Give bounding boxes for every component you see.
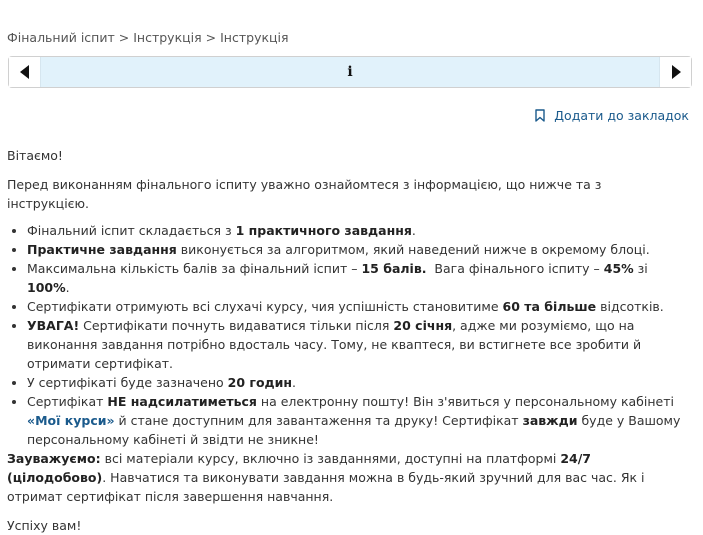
sequence-navigation (8, 56, 692, 88)
next-button[interactable] (660, 57, 691, 87)
list-item: • Практичне завдання виконується за алгоритмом, який наведений нижче в окремому блоці. (27, 240, 687, 259)
list-item: • Максимальна кількість балів за фінальний іспит – 15 балів. Вага фінального іспиту – 45% зі 100%. (27, 259, 687, 297)
rules-list (7, 221, 687, 449)
intro-text: Перед виконанням фінального іспиту уважно ознайомтеся з інформацією, що нижче та з інструкцією. (7, 177, 602, 211)
breadcrumb (7, 30, 289, 45)
bookmark-icon (535, 109, 545, 122)
closing-text: Успіху вам! (7, 518, 82, 533)
list-item: • Сертифікати отримують всі слухачі курсу, чия успішність становитиме 60 та більше відсотків. (27, 297, 687, 316)
info-icon: i (347, 64, 353, 80)
list-item: • Фінальний іспит складається з 1 практичного завдання. (27, 221, 687, 240)
instruction-content (7, 146, 687, 535)
note-text: Зауважуємо: всі матеріали курсу, включно із завданнями, доступні на платформі 24/7 (цілодобово). Навчатися та виконувати завдання можна в будь-який зручний для вас час. Як і отримат сертифікат після завершення навчання. (7, 451, 645, 504)
bookmark-label: Додати до закладок (554, 108, 689, 123)
list-item: • УВАГА! Сертифікати почнуть видаватися тільки після 20 січня, адже ми розуміємо, що на виконання завдання потрібно вдосталь часу. Тому, не кваптеся, ви встигнете все зробити й отримати сертифікат. (27, 316, 687, 373)
breadcrumb-item-section[interactable]: Інструкція (133, 30, 202, 45)
breadcrumb-separator: > (118, 30, 130, 45)
breadcrumb-item-exam[interactable]: Фінальний іспит (7, 30, 115, 45)
sequence-unit-active[interactable] (40, 57, 660, 87)
list-item: • Сертифікат НЕ надсилатиметься на електронну пошту! Він з'явиться у персональному кабінеті «Мої курси» й стане доступним для завантаження та друку! Сертифікат завжди буде у Вашому персональному кабінеті й звідти не зникне! (27, 392, 687, 449)
breadcrumb-item-current: Інструкція (220, 30, 289, 45)
bookmark-button[interactable] (535, 108, 689, 123)
breadcrumb-separator: > (205, 30, 217, 45)
list-item: • У сертифікаті буде зазначено 20 годин. (27, 373, 687, 392)
greeting-text: Вітаємо! (7, 148, 63, 163)
triangle-right-icon (671, 65, 681, 79)
previous-button[interactable] (9, 57, 40, 87)
my-courses-link[interactable]: «Мої курси» (27, 413, 115, 428)
triangle-left-icon (20, 65, 30, 79)
